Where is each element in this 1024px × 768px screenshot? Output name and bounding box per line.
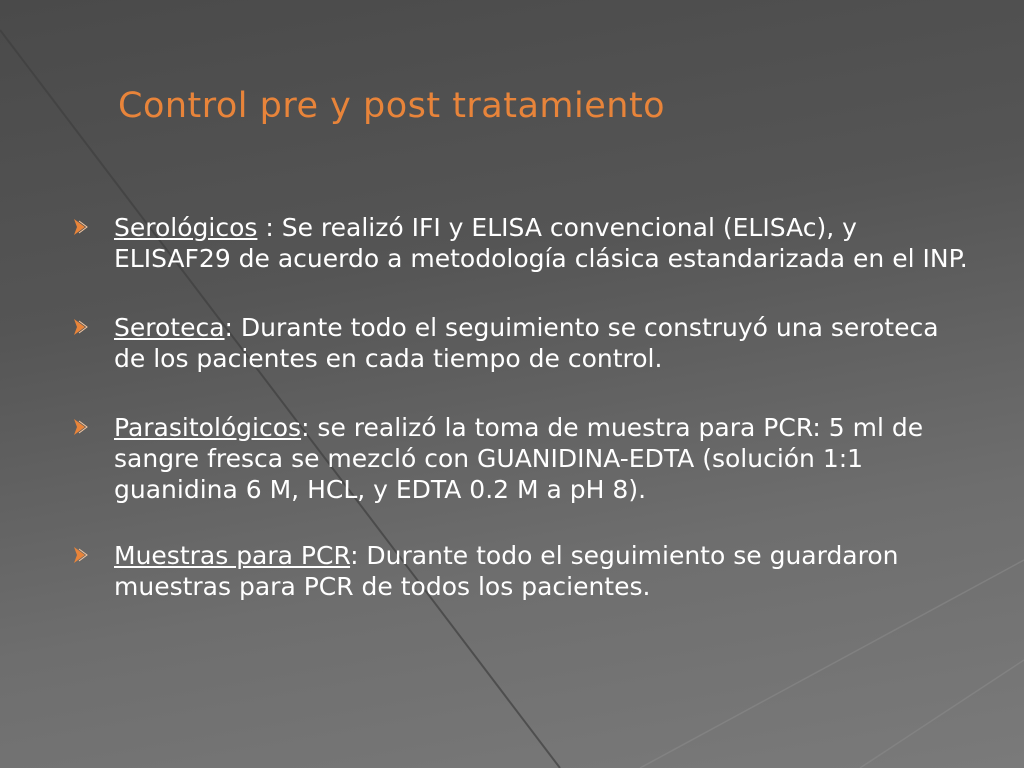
bullet-term: Muestras para PCR (114, 541, 351, 570)
arrow-bullet-icon (70, 416, 92, 438)
bullet-item-serologicos (70, 212, 970, 274)
arrow-bullet-icon (70, 544, 92, 566)
bullet-text: : se realizó la toma de muestra para PCR: 5 ml de sangre fresca se mezcló con GUANIDINA-EDTA (solución 1:1 guanidina 6 M, HCL, y EDTA 0.2 M a pH 8). (114, 413, 924, 504)
bullet-item-muestras-pcr (70, 540, 970, 602)
bullet-term: Serológicos (114, 213, 258, 242)
arrow-bullet-icon (70, 216, 92, 238)
arrow-bullet-icon (70, 316, 92, 338)
bullet-term: Parasitológicos (114, 413, 302, 442)
bullet-term: Seroteca (114, 313, 225, 342)
bullet-list (70, 212, 970, 640)
bullet-item-parasitologicos (70, 412, 970, 505)
bullet-text: : Se realizó IFI y ELISA convencional (ELISAc), y ELISAF29 de acuerdo a metodología clásica estandarizada en el INP. (114, 213, 968, 273)
bullet-item-seroteca (70, 312, 970, 374)
bullet-text: : Durante todo el seguimiento se construyó una seroteca de los pacientes en cada tiempo de control. (114, 313, 939, 373)
bullet-text: : Durante todo el seguimiento se guardaron muestras para PCR de todos los pacientes. (114, 541, 899, 601)
slide-title: Control pre y post tratamiento (118, 86, 666, 126)
